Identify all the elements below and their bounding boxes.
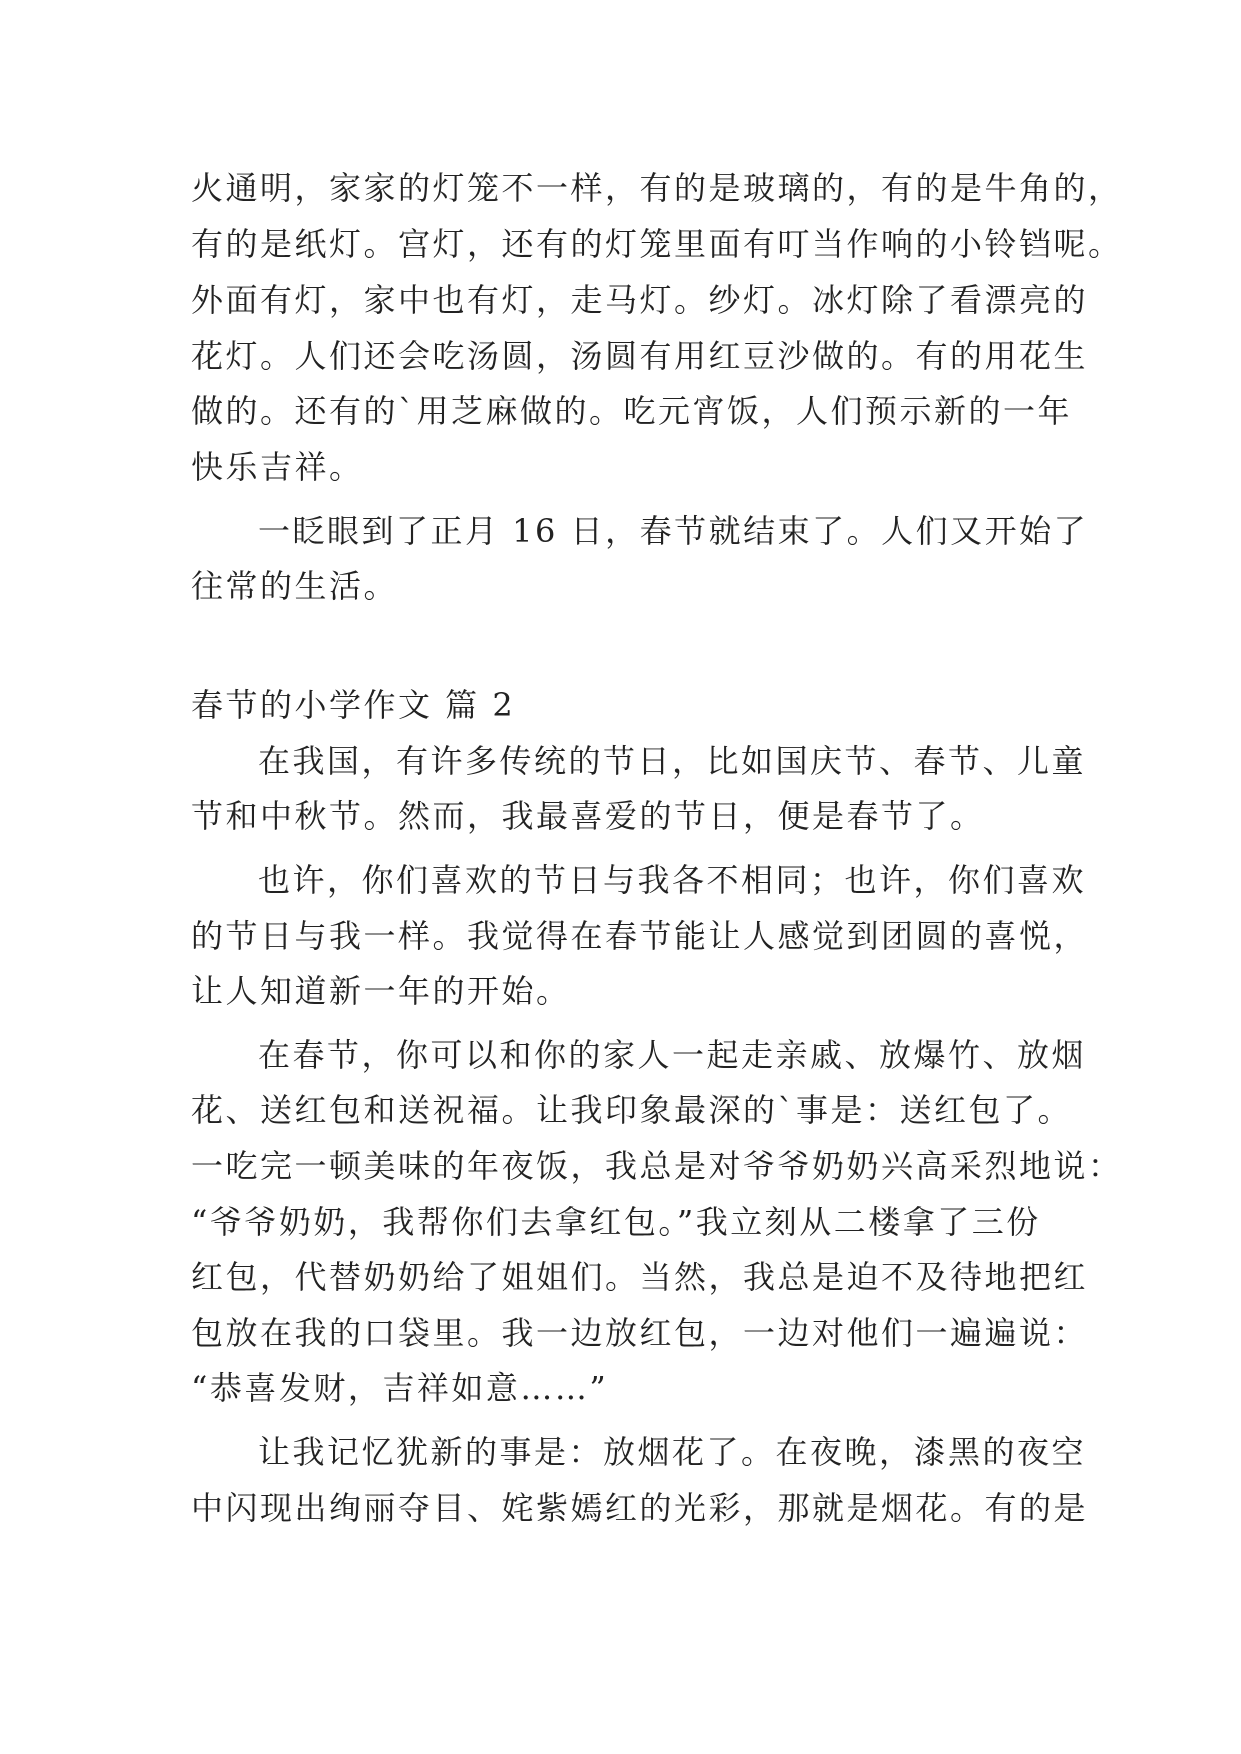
- text-line: 也许，你们喜欢的节日与我各不相同；也许，你们喜欢: [258, 861, 1087, 899]
- text-line: 一吃完一顿美味的年夜饭，我总是对爷爷奶奶兴高采烈地说：: [191, 1147, 1123, 1185]
- text-line: 做的。还有的`用芝麻做的。吃元宵饭，人们预示新的一年: [191, 392, 1073, 430]
- text-line: 的节日与我一样。我觉得在春节能让人感觉到团圆的喜悦，: [191, 917, 1089, 955]
- text-line: 让我记忆犹新的事是：放烟花了。在夜晚，漆黑的夜空: [258, 1433, 1087, 1471]
- text-line: 快乐吉祥。: [191, 448, 364, 486]
- text-line: 火通明，家家的灯笼不一样，有的是玻璃的，有的是牛角的，: [191, 169, 1123, 207]
- text-line: 红包，代替奶奶给了姐姐们。当然，我总是迫不及待地把红: [191, 1258, 1089, 1296]
- text-line: 包放在我的口袋里。我一边放红包，一边对他们一遍遍说：: [191, 1314, 1089, 1352]
- text-line: 在春节，你可以和你的家人一起走亲戚、放爆竹、放烟: [258, 1036, 1087, 1074]
- text-line: “恭喜发财，吉祥如意……”: [191, 1369, 609, 1407]
- text-line: “爷爷奶奶，我帮你们去拿红包。”我立刻从二楼拿了三份: [191, 1203, 1041, 1241]
- text-line: 往常的生活。: [191, 567, 399, 605]
- text-line: 一眨眼到了正月 16 日，春节就结束了。人们又开始了: [258, 512, 1089, 550]
- text-line: 有的是纸灯。宫灯，还有的灯笼里面有叮当作响的小铃铛呢。: [191, 225, 1123, 263]
- text-line: 花灯。人们还会吃汤圆，汤圆有用红豆沙做的。有的用花生: [191, 337, 1089, 375]
- text-line: 在我国，有许多传统的节日，比如国庆节、春节、儿童: [258, 742, 1087, 780]
- text-line: 让人知道新一年的开始。: [191, 972, 571, 1010]
- text-line: 节和中秋节。然而，我最喜爱的节日，便是春节了。: [191, 797, 985, 835]
- text-line: 花、送红包和送祝福。让我印象最深的`事是：送红包了。: [191, 1091, 1073, 1129]
- section-title: 春节的小学作文 篇 2: [191, 686, 516, 724]
- text-line: 中闪现出绚丽夺目、姹紫嫣红的光彩，那就是烟花。有的是: [191, 1489, 1089, 1527]
- text-line: 外面有灯，家中也有灯，走马灯。纱灯。冰灯除了看漂亮的: [191, 281, 1089, 319]
